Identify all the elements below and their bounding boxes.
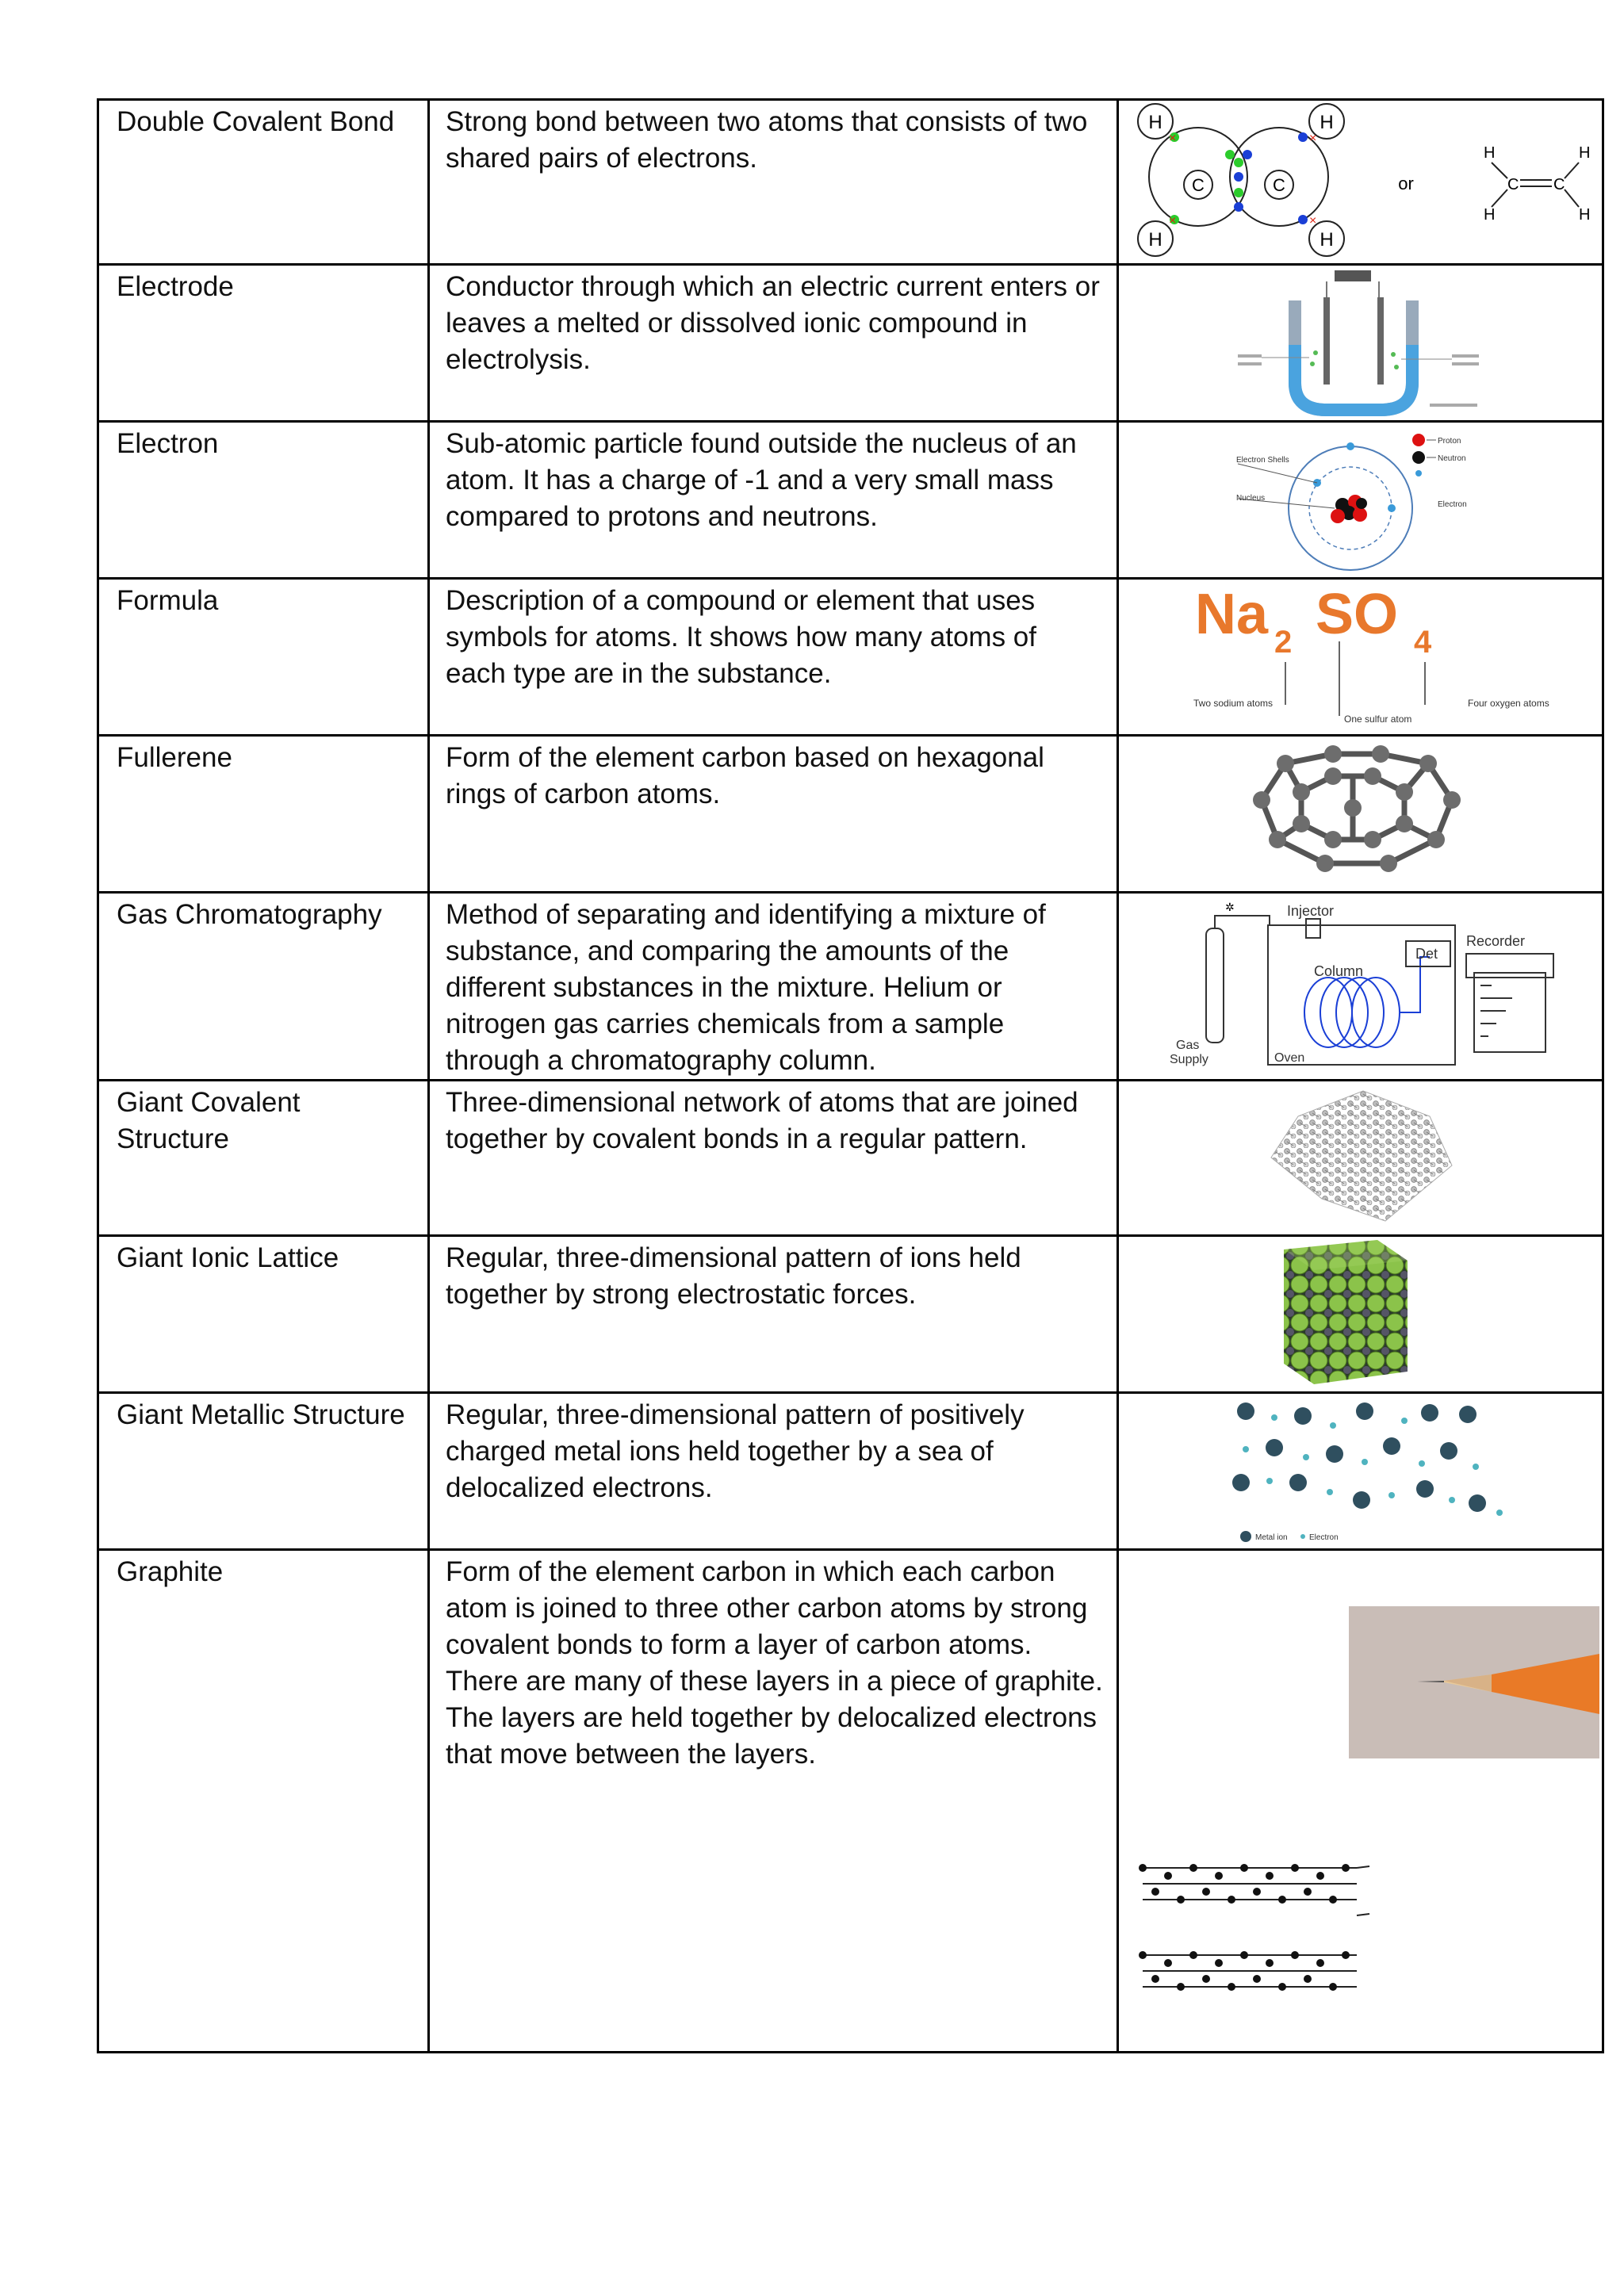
graphite-figure bbox=[1118, 1550, 1603, 2053]
svg-text:2: 2 bbox=[1274, 625, 1293, 660]
term-cell: Double Covalent Bond bbox=[98, 100, 429, 265]
svg-text:H: H bbox=[1148, 112, 1162, 133]
svg-text:C: C bbox=[1273, 175, 1285, 195]
svg-text:Supply: Supply bbox=[1170, 1053, 1208, 1066]
svg-text:Neutron: Neutron bbox=[1438, 454, 1466, 463]
ionic-lattice-diagram bbox=[1119, 1237, 1602, 1389]
glossary-table bbox=[97, 98, 1604, 2053]
svg-text:H: H bbox=[1320, 229, 1334, 251]
term-cell: Giant Metallic Structure bbox=[98, 1393, 429, 1550]
svg-text:×: × bbox=[1169, 214, 1177, 228]
table-row bbox=[98, 422, 1603, 579]
svg-text:Nucleus: Nucleus bbox=[1236, 494, 1266, 503]
term-cell: Giant Covalent Structure bbox=[98, 1081, 429, 1236]
definition-cell: Sub-atomic particle found outside the nucleus of an atom. It has a charge of -1 and a very small mass compared to protons and neutrons. bbox=[429, 422, 1118, 579]
giant-covalent-figure bbox=[1118, 1081, 1603, 1236]
table-row bbox=[98, 1081, 1603, 1236]
svg-text:Electron: Electron bbox=[1309, 1533, 1339, 1542]
table-row bbox=[98, 1236, 1603, 1393]
svg-text:SO: SO bbox=[1316, 583, 1399, 646]
svg-text:Det: Det bbox=[1415, 946, 1438, 962]
svg-text:H: H bbox=[1579, 206, 1591, 224]
sodium-sulfate-formula-diagram bbox=[1119, 580, 1602, 732]
svg-text:Gas: Gas bbox=[1176, 1039, 1200, 1052]
svg-text:Oven: Oven bbox=[1274, 1051, 1305, 1065]
term-cell: Gas Chromatography bbox=[98, 893, 429, 1081]
svg-text:H: H bbox=[1579, 144, 1591, 162]
svg-text:H: H bbox=[1484, 206, 1496, 224]
term-cell: Giant Ionic Lattice bbox=[98, 1236, 429, 1393]
definition-cell: Description of a compound or element that uses symbols for atoms. It shows how many atoms of each type are in the substance. bbox=[429, 579, 1118, 736]
glossary-page bbox=[97, 98, 1591, 2053]
svg-text:×: × bbox=[1309, 132, 1317, 145]
term-cell: Electrode bbox=[98, 265, 429, 422]
double-bond-figure bbox=[1118, 100, 1603, 265]
gas-chromatography-figure bbox=[1118, 893, 1603, 1081]
svg-text:C: C bbox=[1507, 176, 1519, 193]
svg-text:Column: Column bbox=[1314, 963, 1364, 979]
ethene-dot-cross-diagram bbox=[1119, 101, 1602, 261]
svg-text:Electron Shells: Electron Shells bbox=[1236, 456, 1289, 465]
graphite-diagram bbox=[1119, 1551, 1602, 2049]
definition-cell: Form of the element carbon based on hexagonal rings of carbon atoms. bbox=[429, 736, 1118, 893]
svg-text:Proton: Proton bbox=[1438, 437, 1461, 446]
svg-text:H: H bbox=[1484, 144, 1496, 162]
covalent-lattice-diagram bbox=[1119, 1081, 1602, 1232]
term-cell: Formula bbox=[98, 579, 429, 736]
svg-text:H: H bbox=[1320, 112, 1334, 133]
definition-cell: Method of separating and identifying a mixture of substance, and comparing the amounts of the different substances in the mixture. Helium or nitrogen gas carries chemicals from a sample through a chromatography column. bbox=[429, 893, 1118, 1081]
svg-text:or: or bbox=[1398, 174, 1414, 193]
definition-cell: Conductor through which an electric current enters or leaves a melted or dissolved ionic compound in electrolysis. bbox=[429, 265, 1118, 422]
definition-cell: Form of the element carbon in which each carbon atom is joined to three other carbon atoms by strong covalent bonds to form a layer of carbon atoms. There are many of these layers in a piece of graphite. The layers are held together by delocalized electrons that move between the layers. bbox=[429, 1550, 1118, 2053]
definition-cell: Three-dimensional network of atoms that are joined together by covalent bonds in a regular pattern. bbox=[429, 1081, 1118, 1236]
svg-text:Two sodium atoms: Two sodium atoms bbox=[1193, 698, 1274, 709]
definition-cell: Regular, three-dimensional pattern of ions held together by strong electrostatic forces. bbox=[429, 1236, 1118, 1393]
svg-text:C: C bbox=[1192, 175, 1205, 195]
metallic-bonding-diagram bbox=[1119, 1394, 1602, 1546]
fullerene-ball-stick-diagram bbox=[1119, 737, 1602, 889]
table-row bbox=[98, 100, 1603, 265]
svg-text:×: × bbox=[1309, 214, 1317, 228]
fullerene-figure bbox=[1118, 736, 1603, 893]
gas-chromatograph-diagram bbox=[1119, 894, 1602, 1074]
metallic-structure-figure bbox=[1118, 1393, 1603, 1550]
definition-cell: Strong bond between two atoms that consists of two shared pairs of electrons. bbox=[429, 100, 1118, 265]
svg-text:×: × bbox=[1169, 132, 1177, 145]
svg-text:4: 4 bbox=[1414, 625, 1432, 660]
ionic-lattice-figure bbox=[1118, 1236, 1603, 1393]
table-row bbox=[98, 736, 1603, 893]
atom-figure bbox=[1118, 422, 1603, 579]
svg-text:Metal ion: Metal ion bbox=[1255, 1533, 1288, 1542]
pencil-photo bbox=[1349, 1606, 1599, 1758]
graphite-layers bbox=[1139, 1864, 1369, 1991]
svg-text:Recorder: Recorder bbox=[1466, 933, 1526, 949]
svg-text:H: H bbox=[1148, 229, 1162, 251]
table-row bbox=[98, 893, 1603, 1081]
definition-cell: Regular, three-dimensional pattern of positively charged metal ions held together by a sea of delocalized electrons. bbox=[429, 1393, 1118, 1550]
u-tube-electrolysis-diagram bbox=[1119, 266, 1602, 418]
svg-text:Electron: Electron bbox=[1438, 500, 1467, 509]
svg-text:One sulfur atom: One sulfur atom bbox=[1344, 714, 1412, 725]
term-cell: Electron bbox=[98, 422, 429, 579]
svg-text:✲: ✲ bbox=[1225, 901, 1235, 913]
electrode-figure bbox=[1118, 265, 1603, 422]
table-row bbox=[98, 579, 1603, 736]
svg-text:Four oxygen atoms: Four oxygen atoms bbox=[1468, 698, 1549, 709]
svg-text:Na: Na bbox=[1195, 583, 1269, 646]
svg-text:Injector: Injector bbox=[1287, 903, 1335, 919]
table-row bbox=[98, 1393, 1603, 1550]
table-row bbox=[98, 1550, 1603, 2053]
formula-figure bbox=[1118, 579, 1603, 736]
svg-text:C: C bbox=[1553, 176, 1565, 193]
term-cell: Graphite bbox=[98, 1550, 429, 2053]
atom-diagram bbox=[1119, 423, 1602, 575]
term-cell: Fullerene bbox=[98, 736, 429, 893]
table-row bbox=[98, 265, 1603, 422]
